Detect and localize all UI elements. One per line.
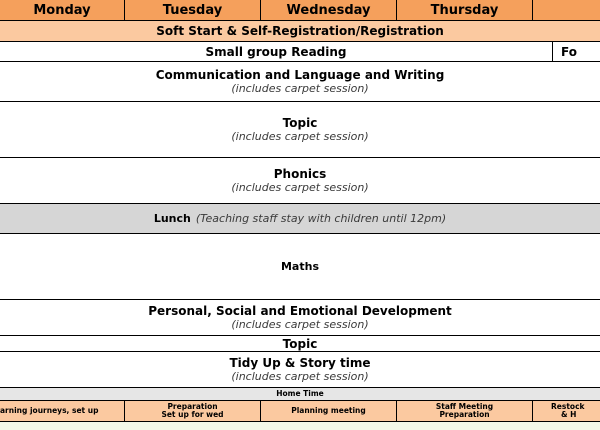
small-group-row [0, 42, 600, 62]
day-header-row [0, 0, 600, 21]
after-school-thursday-line1: Staff Meeting [435, 401, 494, 411]
bottom-strip [0, 422, 600, 430]
psed-row [0, 300, 600, 336]
after-school-tuesday-line2: Set up for wed [161, 410, 224, 419]
day-monday: Monday [0, 0, 125, 20]
psed-label: Personal, Social and Emotional Development [148, 304, 452, 318]
tidy-carpet-note: (includes carpet session) [231, 370, 369, 383]
after-school-wednesday [261, 401, 397, 421]
home-time-row [0, 388, 600, 401]
lunch-label: Lunch [153, 212, 191, 225]
tidy-row [0, 352, 600, 388]
maths-row [0, 234, 600, 300]
communication-row [0, 62, 600, 102]
phonics-carpet-note: (includes carpet session) [231, 181, 369, 194]
day-friday-partial [533, 0, 600, 20]
after-school-monday [0, 401, 125, 421]
soft-start-row [0, 21, 600, 42]
lunch-note: (Teaching staff stay with children until 12pm) [195, 212, 447, 225]
after-school-friday-line2: & H [561, 410, 577, 419]
communication-carpet-note: (includes carpet session) [231, 82, 369, 95]
soft-start-label: Soft Start & Self-Registration/Registration [156, 24, 444, 38]
after-school-row [0, 401, 600, 422]
topic-label: Topic [282, 116, 318, 130]
phonics-label: Phonics [273, 167, 327, 181]
day-tuesday: Tuesday [125, 0, 261, 20]
psed-carpet-note: (includes carpet session) [231, 318, 369, 331]
day-thursday: Thursday [397, 0, 533, 20]
after-school-tuesday [125, 401, 261, 421]
communication-label: Communication and Language and Writing [155, 68, 445, 82]
small-group-right-label: Fo [561, 44, 577, 59]
topic2-row [0, 336, 600, 352]
after-school-friday [533, 401, 600, 421]
topic-carpet-note: (includes carpet session) [231, 130, 369, 143]
after-school-thursday-line2: Preparation [439, 410, 490, 419]
day-wednesday: Wednesday [261, 0, 397, 20]
after-school-tuesday-line1: Preparation [167, 401, 218, 411]
topic2-label: Topic [282, 336, 318, 351]
lunch-row [0, 204, 600, 234]
home-time-label: Home Time [276, 388, 324, 398]
after-school-friday-line1: Restock [551, 401, 585, 411]
topic-row [0, 102, 600, 158]
small-group-label: Small group Reading [0, 42, 553, 61]
after-school-monday-line1: arning journeys, set up [0, 405, 99, 415]
tidy-label: Tidy Up & Story time [229, 356, 371, 370]
after-school-wednesday-line1: Planning meeting [291, 405, 366, 415]
phonics-row [0, 158, 600, 204]
after-school-thursday [397, 401, 533, 421]
maths-label: Maths [280, 260, 319, 273]
